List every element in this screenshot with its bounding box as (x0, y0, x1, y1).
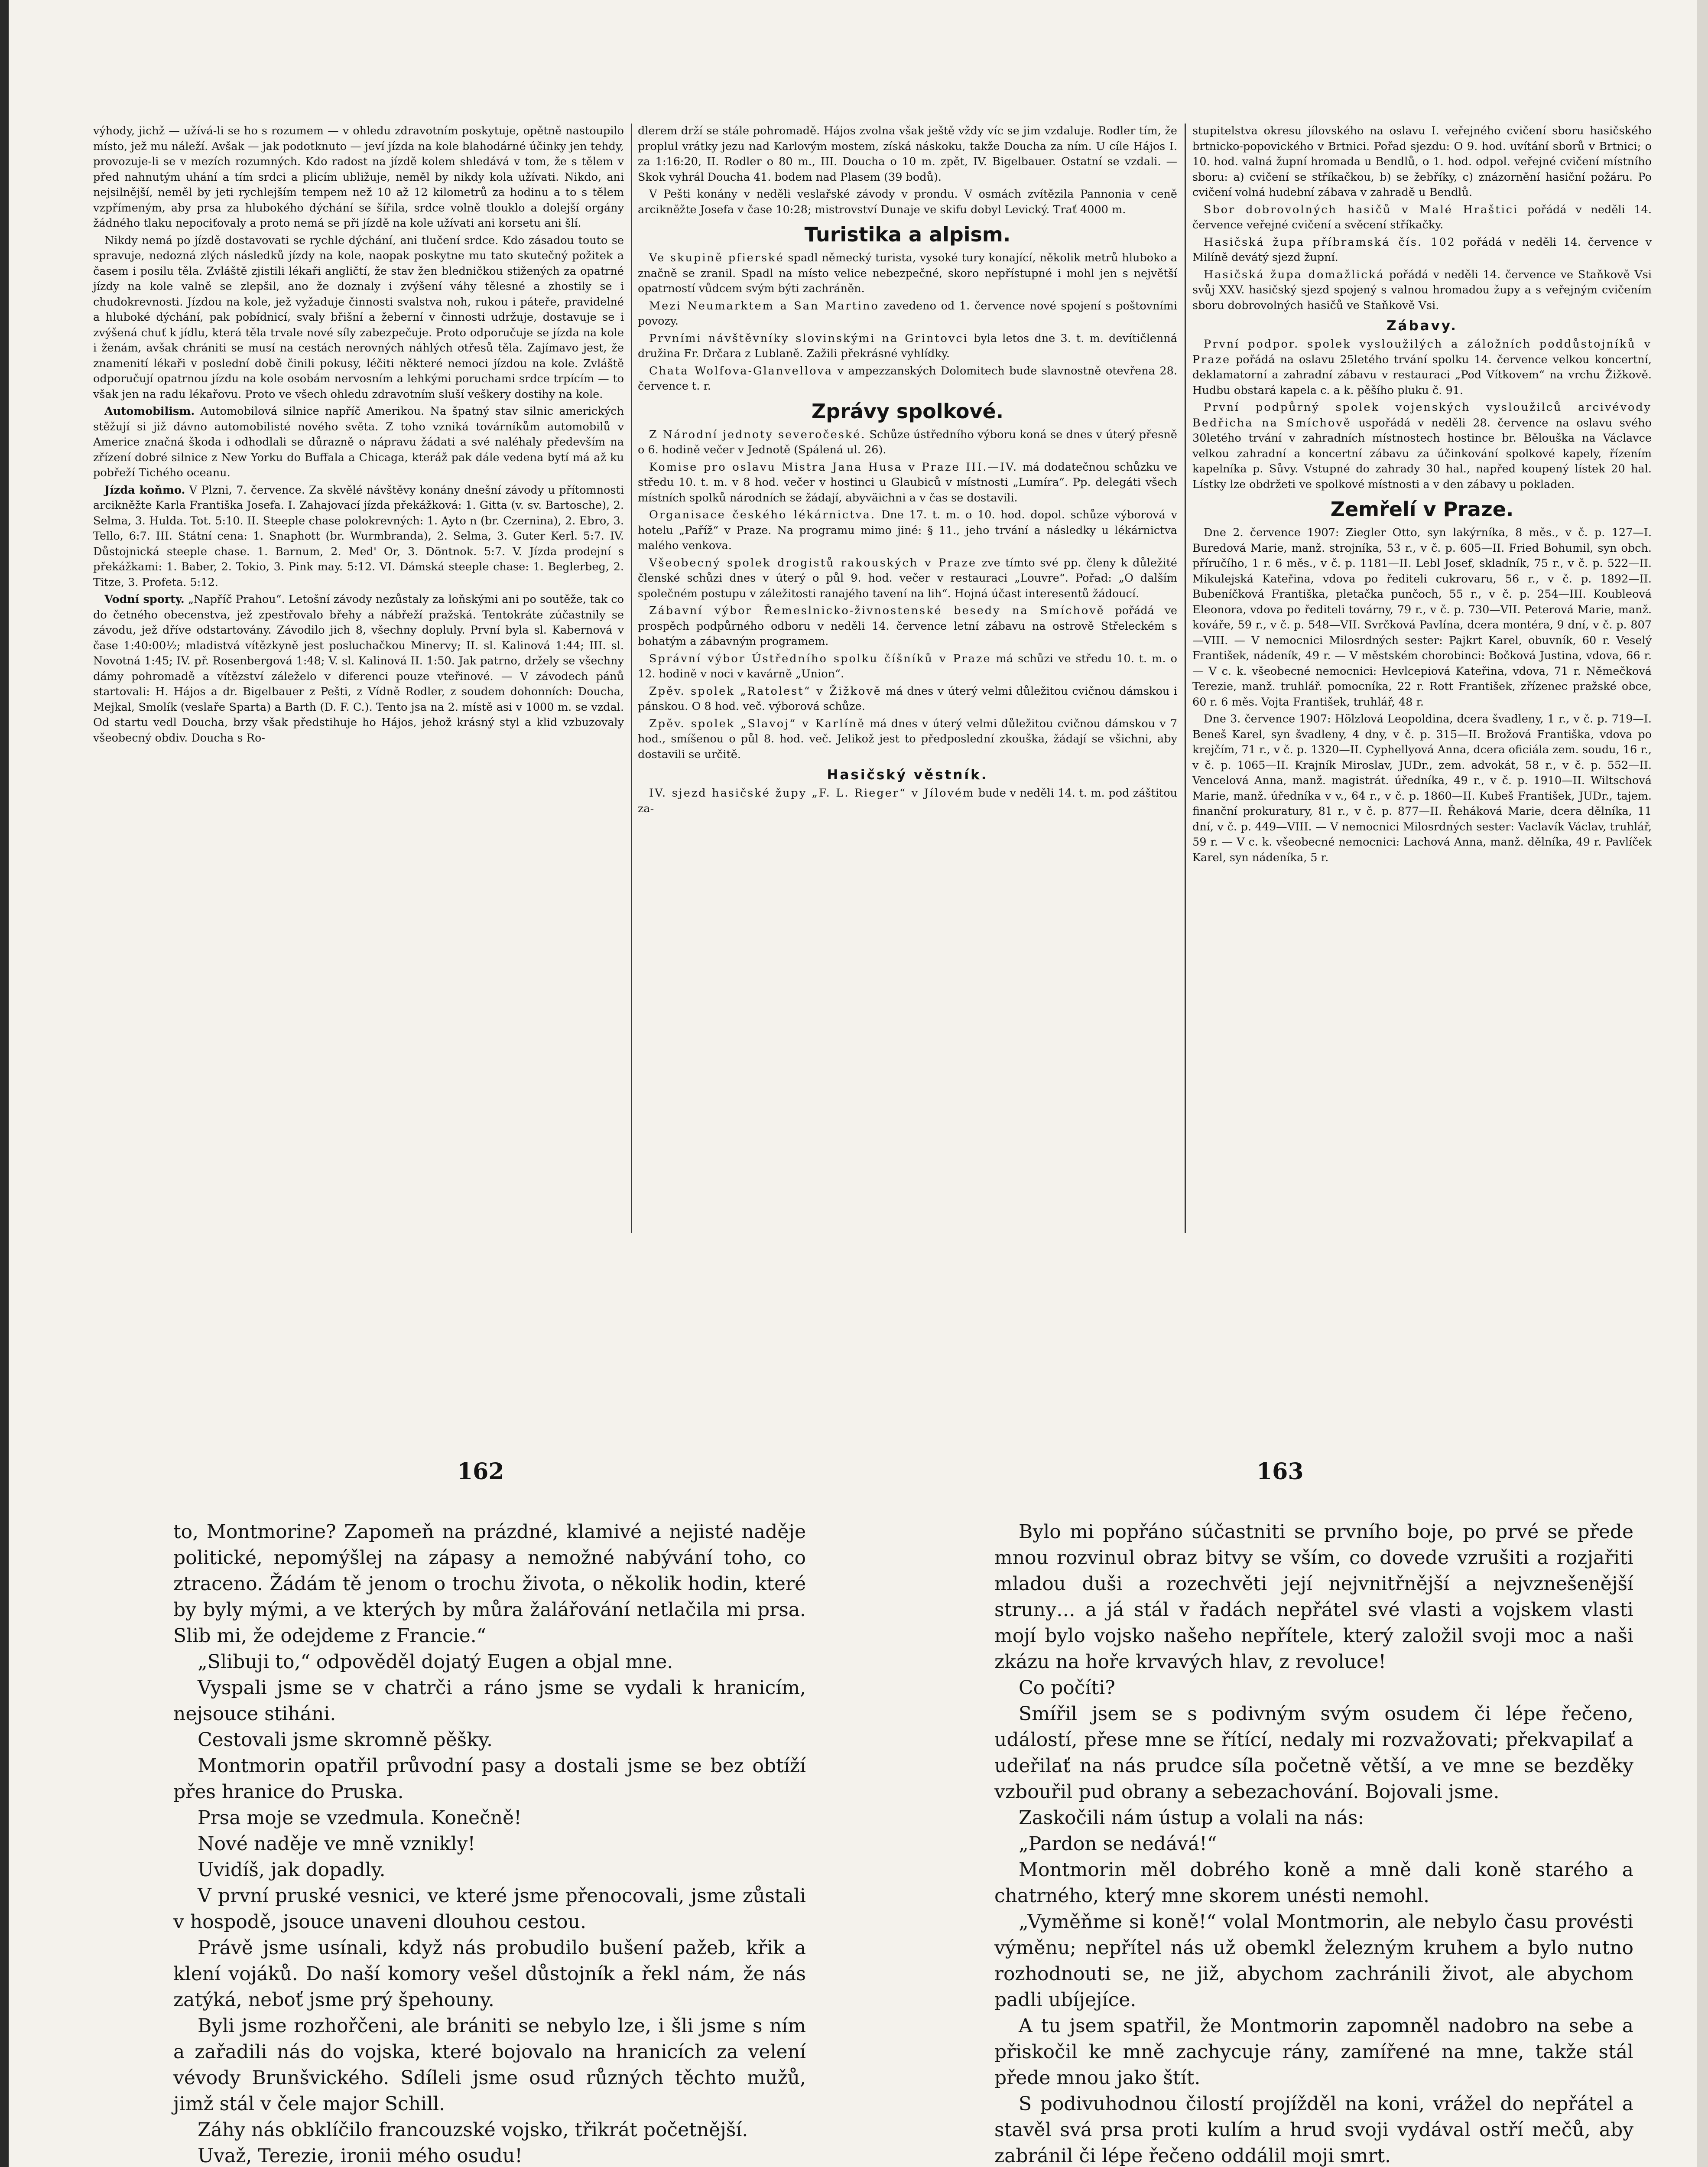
newspaper-column-2 (638, 124, 1177, 818)
article-paragraph (994, 1701, 1633, 1805)
column-rule (1185, 124, 1186, 1233)
spaced-lead: První podpůrný spolek vojenských vysloužilců arcivévody Bedřicha na Smíchově (1192, 401, 1652, 429)
paragraph-text: v ampezzanských Dolomitech bude slavnostně otevřena 28. července t. r. (638, 364, 1177, 393)
article-paragraph (93, 233, 624, 403)
book-page-right (994, 1519, 1633, 2167)
newspaper-column-1 (93, 124, 624, 748)
paragraph-text: Vyspali jsme se v chatrči a ráno jsme se vydali k hranicím, nejsouce stiháni. (173, 1677, 806, 1725)
article-paragraph (1192, 712, 1652, 865)
article-paragraph (173, 1805, 806, 1831)
paragraph-text: Automobilová silnice napříč Amerikou. Na špatný stav silnic amerických stěžují si již dávno automobilisté nového světa. Z toho vzniká továrníkům automobilů v Americe značná škoda i odhodlali se důrazně o nápravu žádati a své naléhaly především na zřízení dobré silnice z New Yorku do Buffala a Chicaga, kteráž pak dále vedena bytí má až ku pobřeží Tichého oceanu. (93, 405, 624, 479)
paragraph-text: Dne 2. července 1907: Ziegler Otto, syn lakýrníka, 8 měs., v č. p. 127—I. Buredová Marie, manž. strojníka, 53 r., v č. p. 605—II. Fried Bohumil, syn obch. příručího, 1 r. 6 měs., v č. p. 1181—II. Lebl Josef, skladník, 75 r., v č. p. 522—II. Mikulejská Kateřina, vdova po řediteli cukrovaru, 56 r., v č. p. 1892—II. Bubeníčková Františka, pletačka punčoch, 55 r., v č. p. 254—III. Koubleová Eleonora, vdova po řediteli továrny, 79 r., v č. p. 730—VII. Peterová Marie, manž. kováře, 59 r., v č. p. 548—VII. Svrčková Pavlína, dcera montéra, 9 dní, v č. p. 807—VIII. — V nemocnici Milosrdných sester: Pajkrt Karel, obuvník, 60 r. Veselý František, nádeník, 49 r. — V městském chorobinci: Bočková Justina, vdova, 66 r. — V c. k. všeobecné nemocnici: Hevlcepiová Kateřina, vdova, 71 r. Němečková Terezie, manž. truhlář. pomocníka, 22 r. Rott František, zřízenec pražské obce, 60 r. 6 měs. Vojta František, truhlář, 48 r. (1192, 526, 1652, 709)
paragraph-text: Záhy nás obklíčilo francouzské vojsko, třikrát početnější. (198, 2119, 748, 2141)
article-paragraph (638, 651, 1177, 682)
paragraph-text: Uvidíš, jak dopadly. (198, 1859, 386, 1881)
article-paragraph (638, 299, 1177, 329)
spaced-lead: Z Národní jednoty severočeské. (649, 428, 866, 441)
rubric-keyword: Vodní sporty. (104, 593, 185, 606)
article-paragraph (994, 2013, 1633, 2091)
spaced-lead: Sbor dobrovolných hasičů v Malé Hraštici (1204, 203, 1519, 216)
paragraph-text: Nové naděje ve mně vznikly! (198, 1833, 476, 1855)
paragraph-text: má dnes v úterý velmi důležitou cvičnou dámskou v 7 hod., smíšenou o půl 8. hod. več. Jelikož jest to předposlední zkouška, žádají se všichni, aby dostavili se určitě. (638, 717, 1177, 761)
spaced-lead: Prvními návštěvníky slovinskými na Grintovci (649, 332, 968, 345)
section-heading: Zprávy spolkové. (811, 399, 1004, 423)
paragraph-text: Právě jsme usínali, když nás probudilo bušení pažeb, křik a klení vojáků. Do naší komory vešel důstojník a řekl nám, že nás zatýká, neboť jsme prý špehouny. (173, 1937, 806, 2011)
spaced-lead: Mezi Neumarktem a San Martino (649, 299, 879, 312)
paragraph-text: „Pardon se nedává!“ (1019, 1833, 1217, 1855)
article-paragraph (994, 1857, 1633, 1909)
paragraph-text: V první pruské vesnici, ve které jsme přenocovali, jsme zůstali v hospodě, jsouce unaveni dlouhou cestou. (173, 1885, 806, 1933)
page-number-right: 163 (1257, 1458, 1304, 1485)
paragraph-text: Byli jsme rozhořčeni, ale brániti se nebylo lze, i šli jsme s ním a zařadili nás do vojska, které bojovalo na hranicích za velení vévody Brunšvického. Sdíleli jsme osud různých těchto mužů, jimž stál v čele major Schill. (173, 2015, 806, 2115)
article-paragraph (93, 404, 624, 481)
spaced-lead: Správní výbor Ústředního spolku číšníků v Praze (649, 652, 991, 665)
article-paragraph (1192, 235, 1652, 266)
article-paragraph (638, 124, 1177, 185)
paragraph-text: zavedeno od 1. července nové spojení s poštovními povozy. (638, 299, 1177, 328)
book-page-left (173, 1519, 806, 2167)
section-heading: Turistika a alpism. (804, 223, 1011, 246)
paragraph-text: pořádá na oslavu 25letého trvání spolku 14. července velkou koncertní, deklamatorní a zahradní zábavu v restauraci „Pod Vítkovem“ na vrchu Žižkově. Hudbu obstará kapela c. a k. pěšího pluku č. 91. (1192, 353, 1652, 397)
paragraph-text: má dnes v úterý velmi důležitou cvičnou dámskou i pánskou. O 8 hod. več. výborová schůze. (638, 684, 1177, 713)
paragraph-text: stupitelstva okresu jílovského na oslavu I. veřejného cvičení sboru hasičského brtnicko-popovického v Brtnici. Pořad sjezdu: O 9. hod. uvítání sborů v Brtnici; o 10. hod. valná župní hromada u Bendlů, o 1. hod. odpol. veřejné cvičení místního sboru: a) cvičení se stříkačkou, b) se žebříky, c) znázornění hasiční požáru. Po cvičení volná hudební zábava v zahradě u Bendlů. (1192, 124, 1652, 199)
article-paragraph (994, 1831, 1633, 1857)
paragraph-text: Dne 17. t. m. o 10. hod. dopol. schůze výborová v hotelu „Paříž“ v Praze. Na programu mimo jiné: § 11., jeho trvání a následky u lékárnictva malého venkova. (638, 508, 1177, 552)
article-paragraph (1192, 267, 1652, 314)
paragraph-text: Prsa moje se vzedmula. Konečně! (198, 1807, 522, 1829)
article-paragraph (994, 1675, 1633, 1701)
paragraph-text: Bylo mi popřáno súčastniti se prvního boje, po prvé se přede mnou rozvinul obraz bitvy se vším, co dovede vzrušiti a rozjařiti mladou duši a rozechvěti její nejvnitřnější a nejvznešenější struny… a já stál v řadách nepřátel své vlasti a vojskem vlasti mojí bylo vojsko našeho nepřítele, který založil svoji moc a naši zkázu na hoře krvavých hlav, z revoluce! (994, 1521, 1633, 1673)
article-paragraph (994, 1805, 1633, 1831)
article-paragraph (173, 2143, 806, 2167)
paragraph-text: Zaskočili nám ústup a volali na nás: (1019, 1807, 1364, 1829)
article-paragraph (1192, 400, 1652, 492)
paragraph-text: má dodatečnou schůzku ve středu 10. t. m. v 8 hod. večer v hostinci u Glaubiců v místnosti „Lumíra“. Pp. delegáti všech místních spolků národních se žádají, abyväichni a v čas se dostavili. (638, 460, 1177, 504)
paragraph-text: Dne 3. července 1907: Hölzlová Leopoldina, dcera švadleny, 1 r., v č. p. 719—I. Beneš Karel, syn švadleny, 4 dny, v č. p. 315—II. Brožová Františka, vdova po krejčím, 71 r., v č. p. 1320—II. Cyphellyová Anna, dcera oficiála zem. soudu, 16 r., v č. p. 1065—II. Krajník Miroslav, JUDr., zem. advokát, 58 r., v č. p. 552—II. Vencelová Anna, manž. magistrát. úředníka, 49 r., v č. p. 1910—II. Wiltschová Marie, manž. úředníka v v., 64 r., v č. p. 1860—II. Kubeš František, JUDr., tajem. finanční prokuratury, 81 r., v č. p. 877—II. Řeháková Marie, dcera dělníka, 11 dní, v č. p. 449—VIII. — V nemocnici Milosrdných sester: Vaclavík Václav, truhlář, 59 r. — V c. k. všeobecné nemocnici: Lachová Anna, manž. dělníka, 49 r. Pavlíček Karel, syn nádeníka, 5 r. (1192, 713, 1652, 864)
article-paragraph (638, 187, 1177, 218)
spaced-lead: Komise pro oslavu Mistra Jana Husa v Praze III.—IV. (649, 460, 1018, 474)
article-paragraph (638, 556, 1177, 602)
rubric-keyword: Jízda koňmo. (104, 483, 185, 497)
paragraph-text: spadl německý turista, vysoké tury konající, několik metrů hluboko a značně se zranil. Spadl na místo velice nebezpečné, skoro nepřístupné i mohl jen s největší opatrností vůdcem svým býti zachráněn. (638, 251, 1177, 295)
article-paragraph (1192, 202, 1652, 233)
paragraph-text: dlerem drží se stále pohromadě. Hájos zvolna však ještě vždy víc se jim vzdaluje. Rodler tím, že proplul vrátky jezu nad Karlovým mostem, získá náskoku, takže Doucha za ním. U cíle Hájos I. za 1:16:20, II. Rodler o 80 m., III. Doucha o 10 m. zpět, IV. Bigelbauer. Ostatní se vzdali. — Skok vyhrál Doucha 41. bodem nad Plasem (39 bodů). (638, 124, 1177, 184)
paragraph-text: Smířil jsem se s podivným svým osudem či lépe řečeno, událostí, přese mne se řítící, nedaly mi rozvažovati; překvapilať a udeřilať na nás prudce síla početně větší, a ve mne se bezděky vzbouřil pud obrany a sebezachování. Bojovali jsme. (994, 1703, 1633, 1803)
article-paragraph (173, 1935, 806, 2013)
article-paragraph (638, 251, 1177, 297)
section-heading: Zemřelí v Praze. (1330, 498, 1514, 521)
paragraph-text: „Napříč Prahou“. Letošní závody nezůstaly za loňskými ani po soutěže, tak co do četného obecenstva, jež zpestřovalo břehy a nábřeží pražská. Tentokráte zúčastnily se závodu, jež dříve odstartovány. Závodilo jich 8, všechny dopluly. První byla sl. Kabernová v čase 1:40:00½; mladistvá vítězkyně jest posluchačkou Minervy; II. sl. Kalinová 1:44; III. sl. Novotná 1:45; IV. př. Rosenbergová 1:48; V. sl. Kalinová II. 1:50. Jak patrno, držely se všechny dámy pohromadě a vítězství záleželo v diferenci pouze vteřinové. — V závodech pánů startovali: H. Hájos a dr. Bigelbauer z Pešti, z Vídně Rodler, z soudem dohonních: Doucha, Mejkal, Smolík (veslaře Sparta) a Barth (D. F. C.). Tento jsa na 2. místě asi v 1000 m. se vzdal. Od startu vedl Doucha, brzy však předstihuje ho Hájos, jehož krásný styl a klid vzbuzovaly všeobecný obdiv. Doucha s Ro- (93, 593, 624, 745)
article-paragraph (173, 1675, 806, 1727)
scan-right-edge (1697, 0, 1708, 2167)
article-paragraph (638, 460, 1177, 506)
paragraph-text: bude v neděli 14. t. m. pod záštitou za- (638, 787, 1178, 815)
paragraph-text: pořádá v neděli 14. července veřejné cvičení a svěcení stříkačky. (1192, 203, 1652, 231)
newspaper-column-3 (1192, 124, 1652, 867)
paragraph-text: Nikdy nemá po jízdě dostavovati se rychle dýchání, ani tlučení srdce. Kdo zásadou touto se spravuje, nedozná zlých následků jízdy na kole, naopak poskytne mu tato skutečný požitek a časem i posilu těla. Zvláště zjistili lékaři angličtí, že stav žen bledničkou stižených za opatrné jízdy na kole valně se zlepšil, ano že doznaly i zvýšení váhy tělesné a zhostily se i chudokrevnosti. Jízdou na kole, jež vyžaduje činnosti svalstva noh, rukou i páteře, pravidelné a hluboké dýchání, pak pobídnicí, svaly břišní a žeberní v činnosti udržuje, dostavuje se i zvýšená chuť k jídlu, která těla trvale nové síly zabezpečuje. Proto odporučuje se jízda na kole i ženám, avšak chrániti se musí na cestách nerovných náhlých otřesů těla. Zajímavo jest, že znamenití lékaři v poslední době činili pokusy, léčiti některé nemoci jízdou na kole. Zvláště odporučují opatrnou jízdu na kole osobám nervosním a lehkými poruchami srdce trpícím — to však jen na radu lékařovu. Proto ve všech ohledu zdravotním sluší veškery dostihy na kole. (93, 234, 624, 401)
article-paragraph (173, 1831, 806, 1857)
paragraph-text: pořádá ve prospěch podpůrného odboru v neděli 14. července letní zábavu na ostrově Střeleckém s bohatým a zábavným programem. (638, 604, 1177, 648)
article-paragraph (638, 603, 1177, 650)
paragraph-text: S podivuhodnou čilostí projížděl na koni, vrážel do nepřátel a stavěl svá prsa proti kulím a hrud svoji vydával ostří mečů, aby zabránil či lépe řečeno oddálil moji smrt. (994, 2093, 1633, 2167)
paragraph-text: Schůze ústředního výboru koná se dnes v úterý přesně o 6. hodině večer v Jednotě (Spálená ul. 26). (638, 428, 1177, 456)
article-paragraph (1192, 525, 1652, 710)
paragraph-text: zve tímto své pp. členy k důležité členské schůzi dnes v úterý o půl 9. hod. večer v restauraci „Louvre“. Pořad: „O dalším společném postupu v záležitosti ranajého tavení na lih“. Hojná účast interesentů žádoucí. (638, 556, 1178, 600)
article-paragraph (1192, 337, 1652, 398)
spaced-lead: První podpor. spolek vysloužilých a záložních poddůstojníků v Praze (1192, 338, 1652, 366)
paragraph-text: Montmorin měl dobrého koně a mně dali koně starého a chatrného, který mne skorem unésti nemohl. (994, 1859, 1633, 1907)
spaced-lead: Ve skupině pfierské (649, 251, 784, 264)
article-paragraph (173, 1649, 806, 1675)
article-paragraph (93, 483, 624, 591)
article-paragraph (1192, 124, 1652, 201)
spaced-lead: Chata Wolfova-Glanvellova (649, 364, 833, 377)
spaced-lead: Zpěv. spolek „Slavoj“ v Karlíně (649, 717, 866, 730)
sub-heading: Hasičský věstník. (827, 767, 988, 783)
paragraph-text: výhody, jichž — užívá-li se ho s rozumem — v ohledu zdravotním poskytuje, opětně nastoupilo místo, jež mu náleží. Avšak — jak podotknuto — jeví jízda na kole blahodárné účinky jen tehdy, provozuje-li se v mezích rozumných. Kdo radost na jízdě kolem shledává v tom, že s tělem v před nahnutým uhání a tím srdci a plicím ubližuje, neměl by nikdy kola užívati. Nikdo, ani nejsilnější, neměl by jeti rychlejším tempem než 10 až 12 kilometrů za hodinu a to s tělem vzpřímeným, aby prsa za hlubokého dýchání se šířila, srdce volně tlouklo a dolejší orgány žádného tlaku nepociťovaly a proto nemá se při jízdě na kole užívati ani korsetu ani šlí. (93, 124, 624, 230)
spaced-lead: Zpěv. spolek „Ratolest“ v Žižkově (649, 684, 882, 698)
article-paragraph (638, 508, 1177, 554)
article-paragraph (173, 1727, 806, 1753)
paragraph-text: A tu jsem spatřil, že Montmorin zapomněl nadobro na sebe a přiskočil ke mně zachycuje rány, zamířené na mne, takže stál přede mnou jako štít. (994, 2015, 1633, 2089)
article-paragraph (173, 1753, 806, 1805)
rubric-keyword: Automobilism. (104, 405, 195, 418)
article-paragraph (638, 331, 1177, 362)
paragraph-text: byla letos dne 3. t. m. devítičlenná družina Fr. Drčara z Lublaně. Zažili překrásné vyhlídky. (638, 332, 1177, 360)
article-paragraph (994, 1909, 1633, 2013)
article-paragraph (638, 364, 1177, 394)
paragraph-text: V Pešti konány v neděli veslařské závody v prondu. V osmách zvítězila Pannonia v ceně arcikněžte Josefa v čase 10:28; mistrovství Dunaje ve skifu dobyl Levický. Trať 4000 m. (638, 188, 1177, 216)
article-paragraph (638, 427, 1177, 458)
column-rule (631, 124, 632, 1233)
spaced-lead: Organisace českého lékárnictva. (649, 508, 876, 521)
article-paragraph (994, 2091, 1633, 2167)
sub-heading: Zábavy. (1387, 318, 1458, 334)
article-paragraph (173, 1519, 806, 1649)
article-paragraph (994, 1519, 1633, 1675)
paragraph-text: to, Montmorine? Zapomeň na prázdné, klamivé a nejisté naděje politické, nepomýšlej na zápasy a nemožné nabývání toho, co ztraceno. Žádám tě jenom o trochu života, o několik hodin, které by byly mými, a ve kterých by můra žalářování netlačila mi prsa. Slib mi, že odejdeme z Francie.“ (173, 1521, 806, 1647)
paragraph-text: Montmorin opatřil průvodní pasy a dostali jsme se bez obtíží přes hranice do Pruska. (173, 1755, 806, 1803)
article-paragraph (93, 124, 624, 231)
paragraph-text: V Plzni, 7. července. Za skvělé návštěvy konány dnešní závody u přítomnosti arcikněžte Karla Františka Josefa. I. Zahajovací jízda překážková: 1. Gitta (v. sv. Bartosche), 2. Selma, 3. Hulda. Tot. 5:10. II. Steeple chase polokrevných: 1. Ayto n (br. Czernina), 2. Ebro, 3. Tello, 6:7. III. Státní cena: 1. Snaphott (br. Wurmbranda), 2. Selma, 3. Guter Kerl. 5:7. IV. Důstojnická steeple chase. 1. Barnum, 2. Med' Or, 3. Döntnok. 5:7. V. Jízda prodejní s překážkami: 1. Baber, 2. Tokio, 3. Pink may. 5:12. VI. Dámská steeple chase: 1. Beglerbeg, 2. Titze, 3. Profeta. 5:12. (93, 483, 624, 589)
spaced-lead: Hasičská župa příbramská čís. 102 (1204, 235, 1456, 249)
paragraph-text: „Slibuji to,“ odpověděl dojatý Eugen a objal mne. (198, 1651, 673, 1673)
article-paragraph (638, 684, 1177, 715)
paragraph-text: „Vyměňme si koně!“ volal Montmorin, ale nebylo času provésti výměnu; nepřítel nás už obemkl železným kruhem a bylo nutno rozhodnouti se, ne již, abychom zachránili život, ale abychom padli ubíjejíce. (994, 1911, 1633, 2011)
article-paragraph (93, 592, 624, 746)
paragraph-text: uspořádá v neděli 28. července na oslavu svého 30letého trvání v zahradních místnostech hostince br. Bělouška na Václavce velkou zahradní a koncertní zábavu za účinkování spolkové kapely, řízením kapelníka p. Sůvy. Vstupné do zahrady 30 hal., napřed koupený lístek 20 hal. Lístky lze obdržeti ve spolkové místnosti a v den zábavy u pokladen. (1192, 416, 1652, 491)
paragraph-text: Uvaž, Terezie, ironii mého osudu! (198, 2145, 523, 2167)
paragraph-text: má schůzi ve středu 10. t. m. o 12. hodině v noci v kavárně „Union“. (638, 652, 1178, 680)
paragraph-text: pořádá v neděli 14. července ve Staňkově Vsi svůj XXV. hasičský sjezd spojený s valnou hromadou župy a s veřejným cvičením sboru dobrovolných hasičů ve Staňkově Vsi. (1192, 268, 1652, 312)
article-paragraph (173, 1857, 806, 1883)
paragraph-text: pořádá v neděli 14. července v Milíně devátý sjezd župní. (1192, 235, 1652, 264)
spaced-lead: IV. sjezd hasičské župy „F. L. Rieger“ v Jílovém (649, 787, 975, 800)
article-paragraph (638, 786, 1177, 817)
paragraph-text: Co počíti? (1019, 1677, 1115, 1699)
spaced-lead: Všeobecný spolek drogistů rakouských v Praze (649, 556, 977, 569)
article-paragraph (173, 2013, 806, 2117)
article-paragraph (173, 1883, 806, 1935)
page-number-left: 162 (457, 1458, 504, 1485)
paragraph-text: Cestovali jsme skromně pěšky. (198, 1729, 493, 1751)
scan-left-edge (0, 0, 9, 2167)
spaced-lead: Hasičská župa domažlická (1204, 268, 1385, 281)
article-paragraph (638, 716, 1177, 763)
spaced-lead: Zábavní výbor Řemeslnicko-živnostenské besedy na Smíchově (649, 604, 1105, 617)
article-paragraph (173, 2117, 806, 2143)
